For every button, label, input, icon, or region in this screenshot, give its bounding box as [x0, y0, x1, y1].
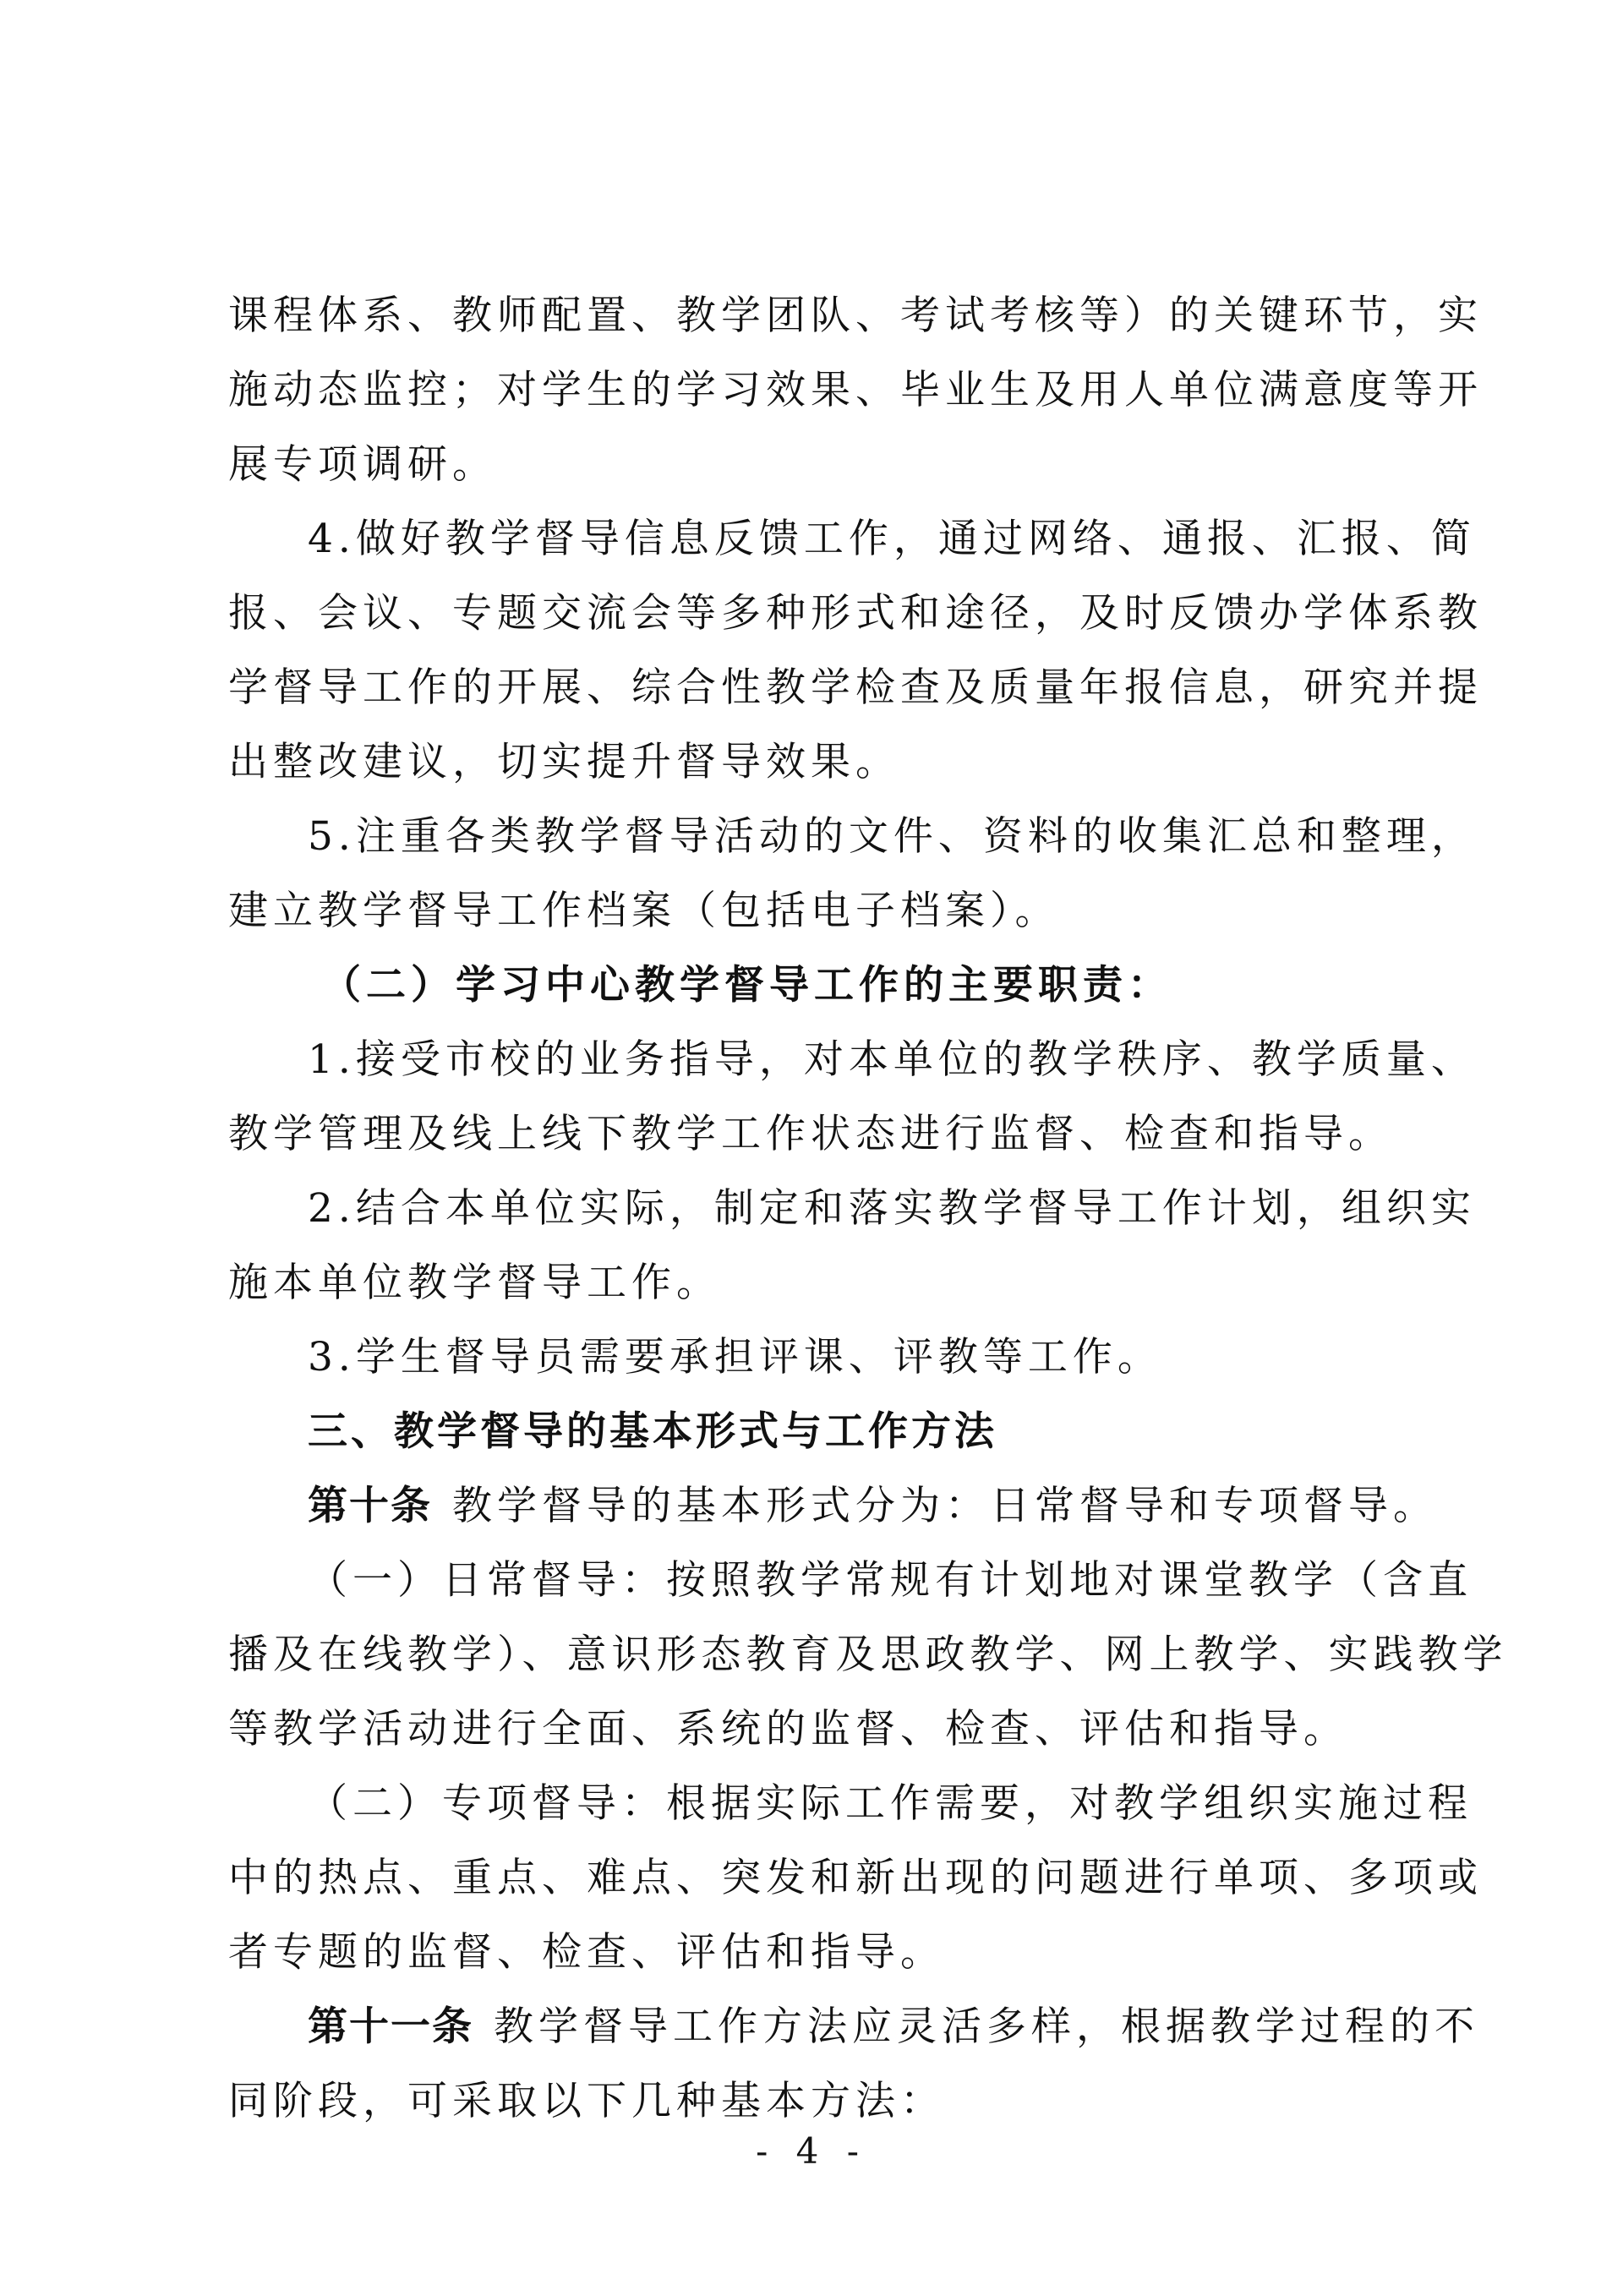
document-body: [228, 279, 1508, 2139]
page-number: - 4 -: [756, 2130, 867, 2172]
body-line: 同阶段，可采取以下几种基本方法：: [228, 2078, 945, 2124]
body-line: 教学管理及线上线下教学工作状态进行监督、检查和指导。: [228, 1111, 1393, 1157]
body-line: 报、会议、专题交流会等多种形式和途径，及时反馈办学体系教: [228, 590, 1483, 637]
article-11-label: 第十一条: [308, 2004, 473, 2050]
article-10-line: [228, 1469, 1462, 1544]
body-line: 施本单位教学督导工作。: [228, 1260, 721, 1306]
body-line: 出整改建议，切实提升督导效果。: [228, 739, 900, 785]
article-11-text: 教学督导工作方法应灵活多样，根据教学过程的不: [494, 2004, 1479, 2050]
body-line: 学督导工作的开展、综合性教学检查及质量年报信息，研究并提: [228, 664, 1483, 711]
body-line: 4.做好教学督导信息反馈工作，通过网络、通报、汇报、简: [308, 516, 1476, 562]
article-10-label: 第十条: [308, 1483, 432, 1529]
body-line: 播及在线教学）、意识形态教育及思政教学、网上教学、实践教学: [228, 1632, 1508, 1678]
section-heading: 三、教学督导的基本形式与工作方法: [308, 1408, 997, 1455]
article-10-text: 教学督导的基本形式分为：日常督导和专项督导。: [452, 1483, 1438, 1529]
body-line: 中的热点、重点、难点、突发和新出现的问题进行单项、多项或: [228, 1855, 1483, 1901]
body-line: 1.接受市校的业务指导，对本单位的教学秩序、教学质量、: [308, 1036, 1476, 1083]
body-line: 展专项调研。: [228, 441, 497, 488]
body-line: 建立教学督导工作档案（包括电子档案）。: [228, 888, 1060, 934]
body-line: 课程体系、教师配置、教学团队、考试考核等）的关键环节，实: [228, 292, 1483, 339]
body-line: 者专题的监督、检查、评估和指导。: [228, 1929, 945, 1976]
body-line: 3.学生督导员需要承担评课、评教等工作。: [308, 1334, 1162, 1380]
body-line: 2.结合本单位实际，制定和落实教学督导工作计划，组织实: [308, 1185, 1476, 1232]
section-subheading: （二）学习中心教学督导工作的主要职责：: [321, 962, 1172, 1009]
article-11-line: [228, 1990, 1479, 2064]
body-line: 施动态监控；对学生的学习效果、毕业生及用人单位满意度等开: [228, 367, 1483, 413]
body-line: （一）日常督导：按照教学常规有计划地对课堂教学（含直: [308, 1557, 1473, 1604]
body-line: 5.注重各类教学督导活动的文件、资料的收集汇总和整理，: [308, 813, 1476, 860]
body-line: （二）专项督导：根据实际工作需要，对教学组织实施过程: [308, 1780, 1473, 1827]
body-line: 等教学活动进行全面、系统的监督、检查、评估和指导。: [228, 1706, 1348, 1752]
